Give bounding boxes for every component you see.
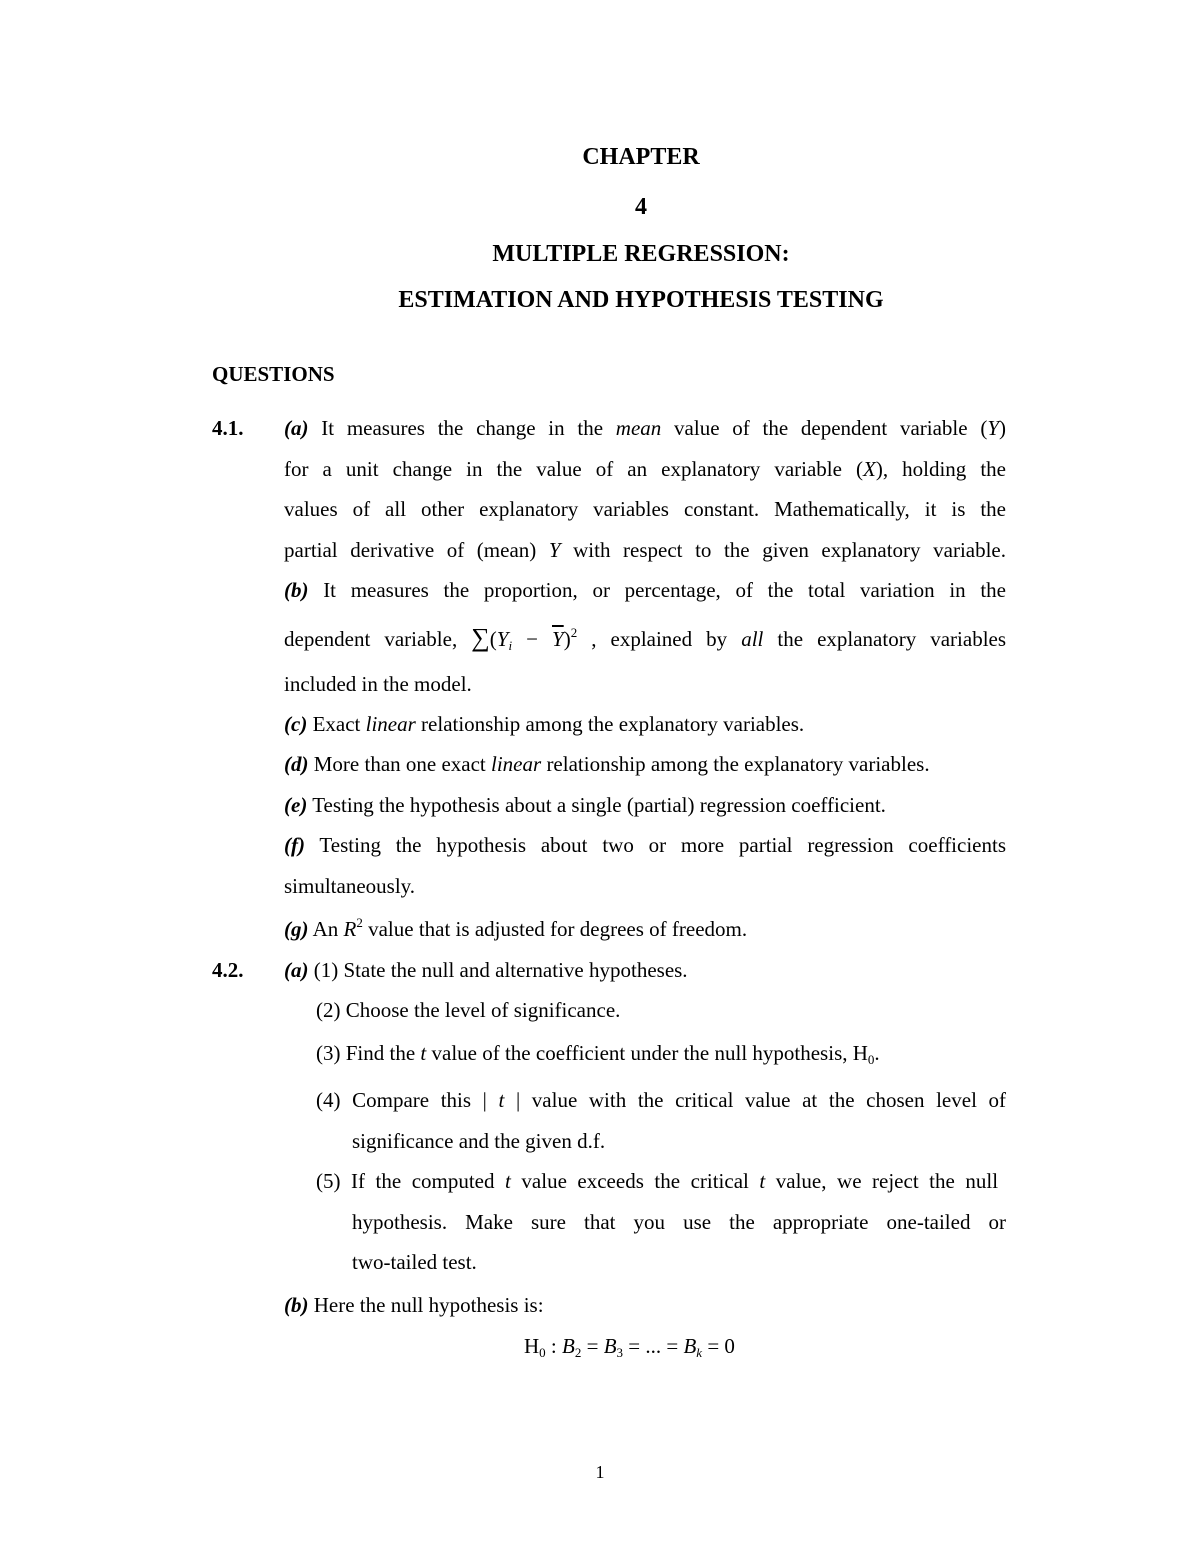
question-number-4-2: 4.2. (212, 958, 244, 982)
text: Testing the hypothesis about two or more partial regression coefficients (319, 833, 1006, 857)
emphasis: mean (615, 416, 662, 440)
answer-4-2-a-step2: (2) Choose the level of significance. (316, 998, 621, 1022)
answer-4-1-f-line2: simultaneously. (284, 874, 416, 898)
null-hypothesis-equation: $H_0$ : $B_2 = B_3$ = ... = $B_k = 0$ (524, 1334, 735, 1360)
answer-4-2-a-step4-line1 (316, 1088, 1006, 1113)
answer-4-1-a-line3: values of all other explanatory variables constant. Mathematically, it is the (284, 497, 1006, 521)
answer-4-1-f-line1 (284, 833, 1006, 858)
text: partial derivative of (mean) (284, 538, 537, 562)
answer-4-1-a-line2 (284, 457, 1006, 482)
answer-4-1-d: (d) More than one exact linear relationship among the explanatory variables. (284, 752, 930, 776)
part-label-f: (f) (284, 833, 305, 857)
answer-4-2-a-step5-line2: hypothesis. Make sure that you use the appropriate one-tailed or (352, 1210, 1006, 1234)
text: (5) If the computed t value exceeds the critical t value, we reject the null (316, 1169, 999, 1193)
variable: Y (548, 538, 561, 562)
page-number: 1 (595, 1462, 605, 1482)
answer-4-1-b-line1 (284, 578, 1006, 603)
chapter-number: 4 (635, 194, 647, 220)
part-label-c: (c) (284, 712, 308, 736)
text: for a unit change in the value of an explanatory variable (X), holding the (284, 457, 1006, 481)
text: value of the dependent variable (Y) (674, 416, 1006, 440)
section-heading: QUESTIONS (212, 362, 335, 386)
text: the explanatory variables (777, 627, 1007, 651)
part-label-d: (d) (284, 752, 309, 776)
answer-4-1-b-line2 (284, 623, 1006, 653)
answer-4-2-a-step5-line1 (316, 1169, 998, 1194)
answer-4-2-b: (b) Here the null hypothesis is: (284, 1293, 544, 1317)
part-label-b: (b) (284, 1293, 309, 1317)
part-label-e: (e) (284, 793, 308, 817)
question-number-4-1: 4.1. (212, 416, 244, 440)
answer-4-1-e: (e) Testing the hypothesis about a single (partial) regression coefficient. (284, 793, 886, 817)
text: (4) Compare this | t | value with the critical value at the chosen level of (316, 1088, 1007, 1112)
answer-4-1-g: (g) An $R^2$ value that is adjusted for degrees of freedom. (284, 915, 748, 941)
part-label-b: (b) (284, 578, 309, 602)
answer-4-2-a-step4-line2: significance and the given d.f. (352, 1129, 606, 1153)
chapter-label: CHAPTER (582, 144, 700, 170)
answer-4-1-a-line1 (284, 416, 1006, 441)
text: It measures the change in the (321, 416, 604, 440)
answer-4-2-a-step1: (a) (1) State the null and alternative hypotheses. (284, 958, 688, 982)
text: dependent variable, (284, 627, 458, 651)
text: , explained by (591, 627, 728, 651)
answer-4-2-a-step5-line3: two-tailed test. (352, 1250, 477, 1274)
answer-4-1-a-line4 (284, 538, 1006, 563)
part-label-a: (a) (284, 958, 309, 982)
part-label-g: (g) (284, 917, 309, 941)
part-label-a: (a) (284, 416, 309, 440)
chapter-title-line2: ESTIMATION AND HYPOTHESIS TESTING (398, 287, 884, 313)
text: with respect to the given explanatory variable. (573, 538, 1007, 562)
answer-4-1-c: (c) Exact linear relationship among the explanatory variables. (284, 712, 805, 736)
emphasis: all (741, 627, 764, 651)
answer-4-2-a-step3: (3) Find the t value of the coefficient under the null hypothesis, $H_0$. (316, 1041, 880, 1067)
text: It measures the proportion, or percentage, of the total variation in the (323, 578, 1006, 602)
chapter-title-line1: MULTIPLE REGRESSION: (492, 241, 790, 267)
sum-formula: $\sum(Y_i - \overline{Y})^2$ (471, 623, 578, 653)
answer-4-1-b-line3: included in the model. (284, 672, 472, 696)
null-hypothesis-symbol: $H_0$ (852, 1041, 875, 1067)
